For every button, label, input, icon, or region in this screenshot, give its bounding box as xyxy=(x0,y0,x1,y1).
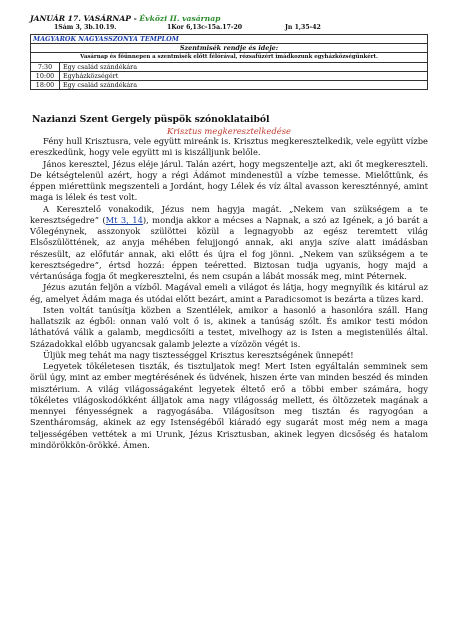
reading-first: 1Sám 3, 3b.10.19. xyxy=(54,24,117,31)
mass-intention: Egy család szándékára xyxy=(63,81,138,89)
paragraph: Jézus azután feljön a vízből. Magával emeli a világot és látja, hogy megnyílik és kitárul az ég, amelyet Ádám maga és utódai előtt bezárt, amint a Paradicsomot is bezárta a tüzes kard. xyxy=(30,282,428,304)
mass-intention: Egy család szándékára xyxy=(63,63,138,71)
rosary-note: Vasárnap és főünnepen a szentmisék előtt félórával, rózsafüzért imádkozunk egyházközségünkért. xyxy=(31,53,427,63)
article-subtitle: Krisztus megkeresztelkedése xyxy=(167,126,291,136)
mass-time: 18:00 xyxy=(31,81,60,89)
reading-gospel: Jn 1,35-42 xyxy=(285,24,321,31)
scripture-reference-link[interactable]: Mt 3, 14 xyxy=(105,214,143,225)
paragraph: Legyetek tökéletesen tiszták, és tisztuljatok meg! Mert Isten egyáltalán semminek sem örül úgy, mint az ember megtérésének és üdvének, hiszen érte van minden beszéd és minden misztérium. A világ világosságaként legyetek éltető erő a többi ember számára, hogy tökéletes világoskodókként álljatok ama nagy világosság mellett, és öltözzetek magának a mennyei fényességnek a ragyogásába. Világosítson meg tisztán és ragyogóan a Szentháromság, akinek az egy Istenségéből kiáradó egy sugarát most még nem a maga teljességében vettétek a mi Urunk, Jézus Krisztusban, akinek legyen dicsőség és hatalom mindörökkön-örökké. Ámen. xyxy=(30,361,428,450)
paragraph: Fény hull Krisztusra, vele együtt mireánk is. Krisztus megkeresztelkedik, vele együtt vízbe ereszkedünk, hogy vele együtt mi is kiszálljunk belőle. xyxy=(30,136,428,158)
mass-schedule-box xyxy=(30,34,428,90)
mass-intention: Egyházközségért xyxy=(63,72,119,80)
sermon-article xyxy=(30,114,428,451)
liturgical-season: Évközi II. vasárnap xyxy=(139,14,221,23)
paragraph: A Keresztelő vonakodik, Jézus nem hagyja magát. „Nekem van szükségem a te keresztségedre” (Mt 3, 14), mondja akkor a mécses a Napnak, a szó az Igének, a jó barát a Vőlegénynek, asszonyok szülöttei közül a legnagyobb az egész teremtett világ Elsőszülöttének, az anyja méhében felujjongó annak, aki anyja szíve alatt imádásban részesült, az előfutár annak, aki előtt és újra el fog jönni. „Nekem van szükségem a te keresztségedre”, értsd hozzá: éppen teéretted. Biztosan tudja ugyanis, hogy majd a vértanúsága fogja őt megkeresztelni, és nem csupán a lábát mossák meg, mint Péternek. xyxy=(30,203,429,281)
paragraph: Üljük meg tehát ma nagy tisztességgel Krisztus keresztségének ünnepét! xyxy=(43,349,354,360)
schedule-title: Szentmisék rendje és ideje: xyxy=(31,44,427,53)
article-title: Nazianzi Szent Gergely püspök szónoklataiból xyxy=(32,114,270,125)
reading-second: 1Kor 6,13c-15a.17-20 xyxy=(167,24,243,31)
date-line: JANUÁR 17. VASÁRNAP - xyxy=(30,14,140,23)
church-name: MAGYAROK NAGYASSZONYA TEMPLOM xyxy=(31,35,427,44)
mass-row xyxy=(31,72,427,81)
article-body xyxy=(30,136,428,451)
date-header xyxy=(30,14,428,23)
paragraph: János keresztel, Jézus eléje járul. Talán azért, hogy megszentelje azt, aki őt megkereszteli. De kétségtelenül azért, hogy a régi Ádámot mindenestül a vízbe temesse. Mielőttünk, és éppen miérettünk megszenteli a Jordánt, hogy Lélek és víz által avasson kereszténnyé, amint maga is lélek és test volt. xyxy=(30,158,428,203)
mass-time: 10:00 xyxy=(31,72,60,80)
mass-row xyxy=(31,63,427,72)
paragraph: Isten voltát tanúsítja közben a Szentlélek, amikor a hasonló a hasonlóra száll. Hang hallatszik az égből: onnan való volt ő is, akinek a tanúság szólt. És amikor testi módon láthatóvá válik a galamb, megdicsőíti a testet, mivelhogy az is Isten a megistenülés által. Századokkal előbb ugyancsak galamb jelezte a vízözön végét is. xyxy=(30,304,428,349)
readings-line xyxy=(30,24,428,32)
bulletin-page xyxy=(30,14,428,451)
mass-row xyxy=(31,81,427,89)
mass-time: 7:30 xyxy=(31,63,60,71)
